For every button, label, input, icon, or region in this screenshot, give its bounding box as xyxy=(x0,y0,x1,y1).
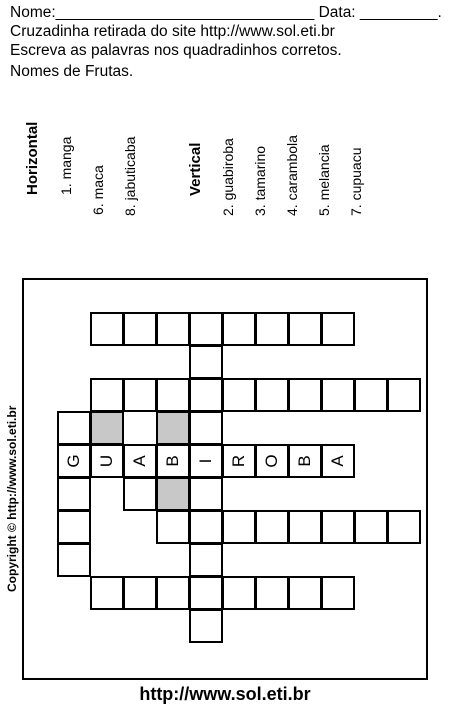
grid-cell[interactable] xyxy=(255,576,289,610)
grid-cell[interactable] xyxy=(189,444,223,478)
header-source: Cruzadinha retirada do site http://www.sol.eti.br xyxy=(10,23,335,40)
grid-cell[interactable] xyxy=(387,510,421,544)
grid-letter: B xyxy=(163,455,182,467)
grid-cell[interactable] xyxy=(57,444,91,478)
grid-cell[interactable] xyxy=(156,477,190,511)
grid-cell[interactable] xyxy=(156,510,190,544)
vertical-clue-5: 5. melancia xyxy=(316,144,332,216)
grid-cell[interactable] xyxy=(123,477,157,511)
grid-cell[interactable] xyxy=(123,312,157,346)
grid-cell[interactable] xyxy=(156,312,190,346)
grid-cell[interactable] xyxy=(222,378,256,412)
grid-cell[interactable] xyxy=(57,477,91,511)
horizontal-title: Horizontal xyxy=(24,121,41,195)
grid-cell[interactable] xyxy=(288,510,322,544)
horizontal-clue-8: 8. jabuticaba xyxy=(122,136,138,216)
grid-letter: O xyxy=(262,454,281,468)
grid-cell[interactable] xyxy=(222,444,256,478)
vertical-clue-2: 2. guabiroba xyxy=(220,138,236,216)
grid-cell[interactable] xyxy=(57,411,91,445)
grid-cell[interactable] xyxy=(321,444,355,478)
grid-cell[interactable] xyxy=(189,378,223,412)
grid-cell[interactable] xyxy=(156,576,190,610)
grid-cell[interactable] xyxy=(321,510,355,544)
horizontal-clue-1: 1. manga xyxy=(58,136,74,195)
grid-cell[interactable] xyxy=(321,312,355,346)
grid-cell[interactable] xyxy=(288,378,322,412)
grid-cell[interactable] xyxy=(189,510,223,544)
vertical-clue-4: 4. carambola xyxy=(284,135,300,216)
grid-cell[interactable] xyxy=(189,411,223,445)
header-theme: Nomes de Frutas. xyxy=(10,63,134,80)
grid-cell[interactable] xyxy=(189,477,223,511)
grid-cell[interactable] xyxy=(255,510,289,544)
grid-cell[interactable] xyxy=(189,345,223,379)
grid-cell[interactable] xyxy=(123,378,157,412)
grid-cell[interactable] xyxy=(321,378,355,412)
grid-cell[interactable] xyxy=(255,378,289,412)
grid-cell[interactable] xyxy=(90,378,124,412)
grid-cell[interactable] xyxy=(387,378,421,412)
grid-letter: G xyxy=(64,454,83,468)
grid-cell[interactable] xyxy=(354,510,388,544)
grid-cell[interactable] xyxy=(156,378,190,412)
grid-cell[interactable] xyxy=(57,543,91,577)
grid-cell[interactable] xyxy=(354,378,388,412)
grid-cell[interactable] xyxy=(255,312,289,346)
vertical-clue-7: 7. cupuacu xyxy=(348,147,364,216)
grid-cell[interactable] xyxy=(222,510,256,544)
grid-cell[interactable] xyxy=(189,576,223,610)
grid-cell[interactable] xyxy=(189,543,223,577)
copyright-notice: Copyright © http://www.sol.eti.br xyxy=(5,405,19,592)
grid-cell[interactable] xyxy=(123,576,157,610)
grid-cell[interactable] xyxy=(189,609,223,643)
horizontal-clue-6: 6. maca xyxy=(90,165,106,215)
grid-letter: B xyxy=(295,455,314,467)
grid-cell[interactable] xyxy=(189,312,223,346)
grid-cell[interactable] xyxy=(90,576,124,610)
grid-cell[interactable] xyxy=(288,444,322,478)
grid-cell[interactable] xyxy=(288,576,322,610)
grid-cell[interactable] xyxy=(321,576,355,610)
grid-cell[interactable] xyxy=(222,576,256,610)
grid-cell[interactable] xyxy=(156,444,190,478)
grid-cell[interactable] xyxy=(90,411,124,445)
vertical-clue-3: 3. tamarino xyxy=(252,145,268,216)
grid-cell[interactable] xyxy=(255,444,289,478)
grid-cell[interactable] xyxy=(222,312,256,346)
grid-cell[interactable] xyxy=(156,411,190,445)
grid-cell[interactable] xyxy=(90,312,124,346)
grid-cell[interactable] xyxy=(57,510,91,544)
grid-letter: U xyxy=(97,454,116,468)
vertical-title: Vertical xyxy=(187,142,204,196)
header-instructions: Escreva as palavras nos quadradinhos corretos. xyxy=(10,42,342,59)
grid-letter: R xyxy=(229,454,248,468)
grid-letter: A xyxy=(328,455,347,467)
grid-letter: I xyxy=(196,458,215,464)
header-name-date: Nome:______________________________ Data: _________. xyxy=(10,4,442,21)
grid-letter: A xyxy=(130,455,149,467)
footer-url: http://www.sol.eti.br xyxy=(139,684,311,704)
grid-cell[interactable] xyxy=(288,312,322,346)
grid-cell[interactable] xyxy=(90,444,124,478)
grid-cell[interactable] xyxy=(123,444,157,478)
